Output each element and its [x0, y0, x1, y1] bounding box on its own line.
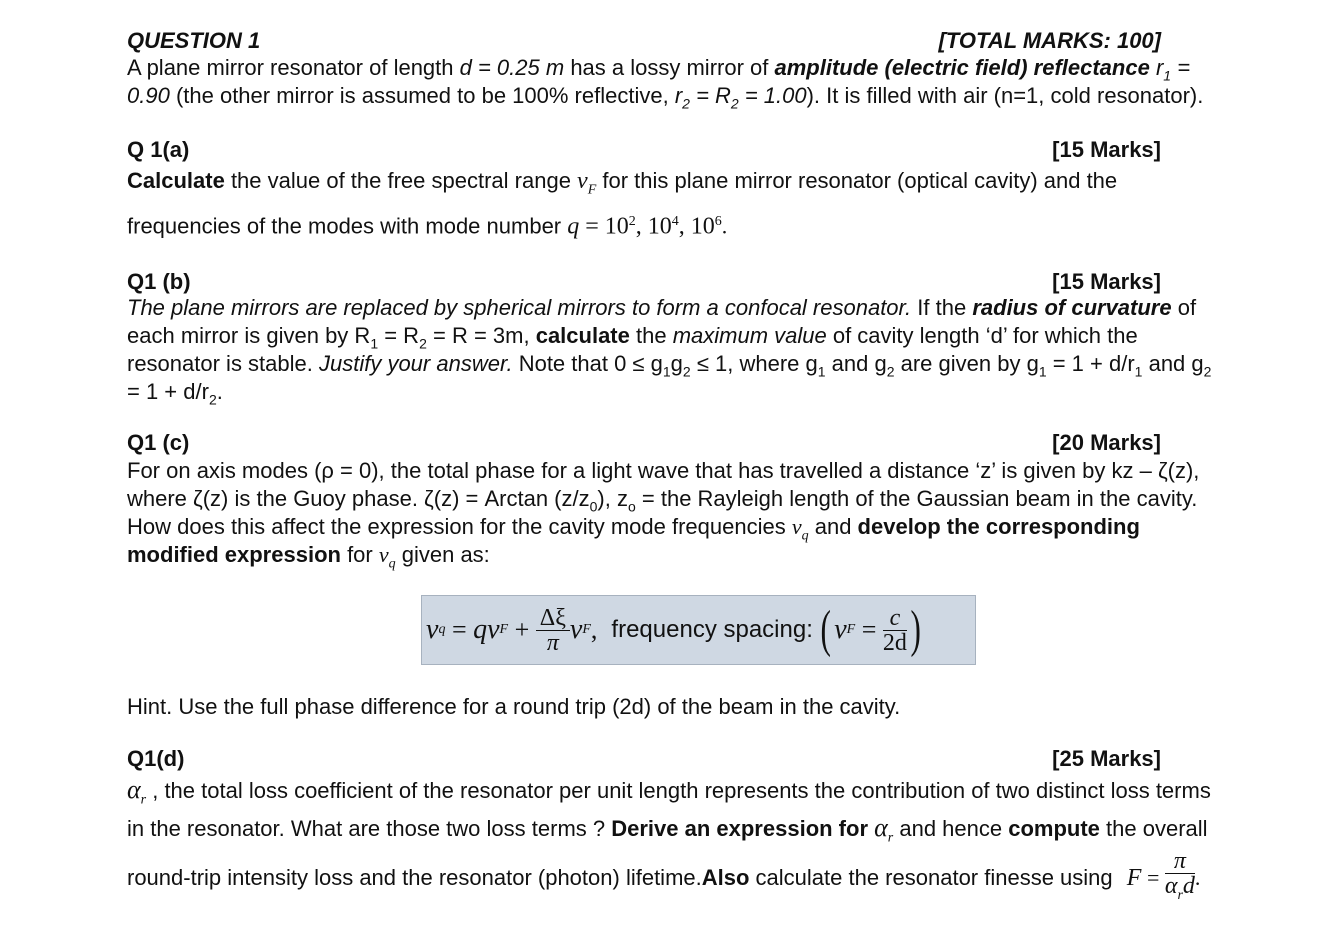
qa-marks: [15 Marks]: [1052, 137, 1161, 162]
qb-header: [127, 269, 1161, 295]
qa-line-2: frequencies of the modes with mode number $q = 10^2$, $10^4$, $10^6$.: [127, 213, 728, 240]
qa-label: Q 1(a): [127, 137, 190, 162]
qc-line-2: where ζ(z) is the Guoy phase. ζ(z) = Arctan $(z/z_0)$, $z_o$ = the Rayleigh length of the Gaussian beam in the cavity.: [127, 486, 1198, 515]
qb-line-2: each mirror is given by $R_1 = R_2 = R = 3m$, calculate the maximum value of cavity length ‘d’ for which the: [127, 323, 1138, 352]
delta-xi-fraction: $\frac{\Delta\xi}{\pi}$: [536, 606, 570, 655]
qc-line-4: modified expression for $\nu_q$ given as:: [127, 542, 490, 572]
question-title: QUESTION 1: [127, 28, 261, 53]
qb-label: Q1 (b): [127, 269, 191, 294]
qd-line-3: round-trip intensity loss and the resonator (photon) lifetime. Also calculate the resonator finesse using F = $\frac{\pi}{\alpha_rd}$ .: [127, 846, 1200, 910]
frequency-spacing-label: frequency spacing:: [611, 616, 813, 643]
qc-line-1: For on axis modes (ρ = 0), the total phase for a light wave that has travelled a distance ‘z’ is given by kz – ζ(z),: [127, 458, 1200, 483]
qc-header: [127, 430, 1161, 456]
qc-label: Q1 (c): [127, 430, 190, 455]
hint-text: Hint. Use the full phase difference for a round trip (2d) of the beam in the cavity.: [127, 694, 901, 719]
mode-frequency-equation: ν q = qν F + $\frac{\Delta\xi}{\pi}$ ν F , frequency spacing: ( ν F = $\frac{c}{2d}$ ): [426, 601, 921, 658]
intro-line-1: A plane mirror resonator of length d = 0.25 m has a lossy mirror of amplitude (electric field) reflectance $r_1$ =: [127, 55, 1191, 84]
qb-line-4: = $1 + d/r_2$.: [127, 379, 223, 408]
c-over-2d-fraction: $\frac{c}{2d}$: [882, 604, 907, 656]
qc-marks: [20 Marks]: [1052, 430, 1161, 455]
question-header: [127, 28, 1161, 54]
intro-line-2: 0.90 (the other mirror is assumed to be 100% reflective, $r_2 = R_2 = 1.00$). It is filled with air (n=1, cold resonator).: [127, 83, 1204, 112]
equation-box: [421, 595, 976, 665]
total-marks: [TOTAL MARKS: 100]: [938, 28, 1161, 53]
qd-header: [127, 746, 1161, 772]
qc-line-3: How does this affect the expression for the cavity mode frequencies $\nu_q$ and develop the corresponding: [127, 514, 1140, 544]
qd-line-1: $\alpha_r$ , the total loss coefficient of the resonator per unit length represents the contribution of two distinct loss terms: [127, 775, 1211, 808]
qb-line-3: resonator is stable. Justify your answer. Note that $0 \le g_1g_2 \le 1$, where $g_1$ and $g_2$ are given by $g_1 = 1 + d/r_1$ and $g_2$: [127, 351, 1212, 380]
qa-header: [127, 137, 1161, 163]
qd-label: Q1(d): [127, 746, 185, 771]
qa-line-1: Calculate the value of the free spectral range $\nu_F$ for this plane mirror resonator (optical cavity) and the: [127, 168, 1118, 198]
qd-line-2: in the resonator. What are those two loss terms ? Derive an expression for $\alpha_r$ and hence compute the overall: [127, 813, 1208, 846]
finesse-fraction: $\frac{\pi}{\alpha_rd}$: [1164, 847, 1195, 903]
qb-marks: [15 Marks]: [1052, 269, 1161, 294]
qb-line-1: The plane mirrors are replaced by spherical mirrors to form a confocal resonator. If the radius of curvature of: [127, 295, 1197, 320]
qd-marks: [25 Marks]: [1052, 746, 1161, 771]
